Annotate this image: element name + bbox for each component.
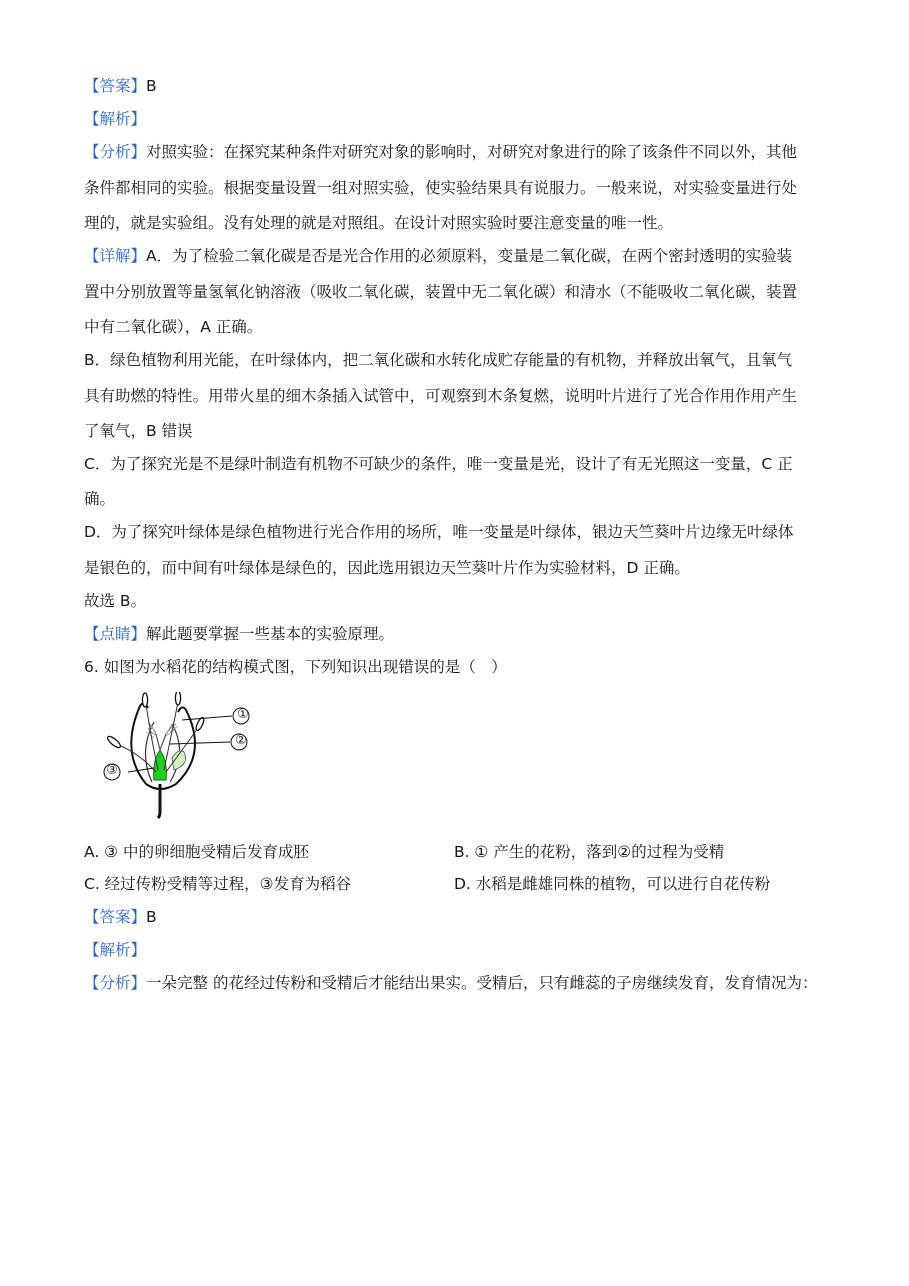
option-a: A. ③ 中的卵细胞受精后发育成胚 (84, 843, 310, 861)
figure-label-2: ② (235, 733, 247, 748)
q5-conclusion: 故选 B。 (84, 592, 147, 610)
dianjing-tag: 【点睛】 (84, 625, 147, 643)
answer-value: B (146, 77, 157, 95)
q5-detail-line: 置中分别放置等量氢氧化钠溶液（吸收二氧化碳，装置中无二氧化碳）和清水（不能吸收二氧化碳，装置 (84, 283, 798, 301)
q5-detail-line: 中有二氧化碳），A 正确。 (84, 318, 263, 336)
q6-answer-line (84, 907, 157, 927)
q5-fenxi-line-1 (84, 142, 797, 162)
option-c: C. 经过传粉受精等过程，③发育为稻谷 (84, 875, 352, 893)
answer-tag: 【答案】 (84, 908, 147, 926)
q5-dianjing-line (84, 624, 394, 644)
q5-detail-line: 确。 (84, 490, 116, 508)
q6-analysis-heading (84, 940, 146, 960)
q5-detail-line: 具有助燃的特性。用带火星的细木条插入试管中，可观察到木条复燃，说明叶片进行了光合作用作用产生 (84, 387, 798, 405)
answer-value: B (146, 908, 157, 926)
q5-answer-line (84, 76, 157, 96)
q5-fenxi-line-2: 条件都相同的实验。根据变量设置一组对照实验，使实验结果具有说服力。一般来说，对实验变量进行处 (84, 179, 798, 197)
rice-flower-diagram (98, 692, 258, 822)
option-d: D. 水稻是雌雄同株的植物，可以进行自花传粉 (454, 875, 771, 893)
fenxi-text: 对照实验：在探究某种条件对研究对象的影响时，对研究对象进行的除了该条件不同以外，其他 (146, 143, 798, 161)
q5-detail-line: C．为了探究光是不是绿叶制造有机物不可缺少的条件，唯一变量是光，设计了有无光照这一变量，C 正 (84, 455, 793, 473)
answer-tag: 【答案】 (84, 77, 147, 95)
xiangjie-text: A．为了检验二氧化碳是否是光合作用的必须原料，变量是二氧化碳，在两个密封透明的实验装 (146, 247, 793, 265)
q5-detail-line: D．为了探究叶绿体是绿色植物进行光合作用的场所，唯一变量是叶绿体，银边天竺葵叶片边缘无叶绿体 (84, 523, 794, 541)
figure-label-3: ③ (106, 763, 118, 778)
xiangjie-tag: 【详解】 (84, 247, 147, 265)
fenxi-text: 一朵完整 的花经过传粉和受精后才能结出果实。受精后，只有雌蕊的子房继续发育，发育情况为： (146, 974, 818, 992)
q5-detail-line: B．绿色植物利用光能，在叶绿体内，把二氧化碳和水转化成贮存能量的有机物，并释放出氧气，且氧气 (84, 351, 793, 369)
fenxi-tag: 【分析】 (84, 143, 147, 161)
q5-analysis-heading (84, 109, 146, 129)
q5-detail-line: 是银色的，而中间有叶绿体是绿色的，因此选用银边天竺葵叶片作为实验材料，D 正确。 (84, 559, 690, 577)
dianjing-text: 解此题要掌握一些基本的实验原理。 (146, 625, 395, 643)
option-b: B. ① 产生的花粉，落到②的过程为受精 (454, 843, 725, 861)
q5-fenxi-line-3: 理的，就是实验组。没有处理的就是对照组。在设计对照实验时要注意变量的唯一性。 (84, 214, 674, 232)
figure-label-1: ① (237, 707, 249, 722)
q5-detail-line: 了氧气，B 错误 (84, 422, 193, 440)
q6-fenxi-line (84, 973, 817, 993)
analysis-tag: 【解析】 (84, 110, 147, 128)
fenxi-tag: 【分析】 (84, 974, 147, 992)
q5-xiangjie-line-1 (84, 246, 792, 266)
analysis-tag: 【解析】 (84, 941, 147, 959)
q6-question: 6. 如图为水稻花的结构模式图，下列知识出现错误的是（ ） (84, 658, 507, 676)
